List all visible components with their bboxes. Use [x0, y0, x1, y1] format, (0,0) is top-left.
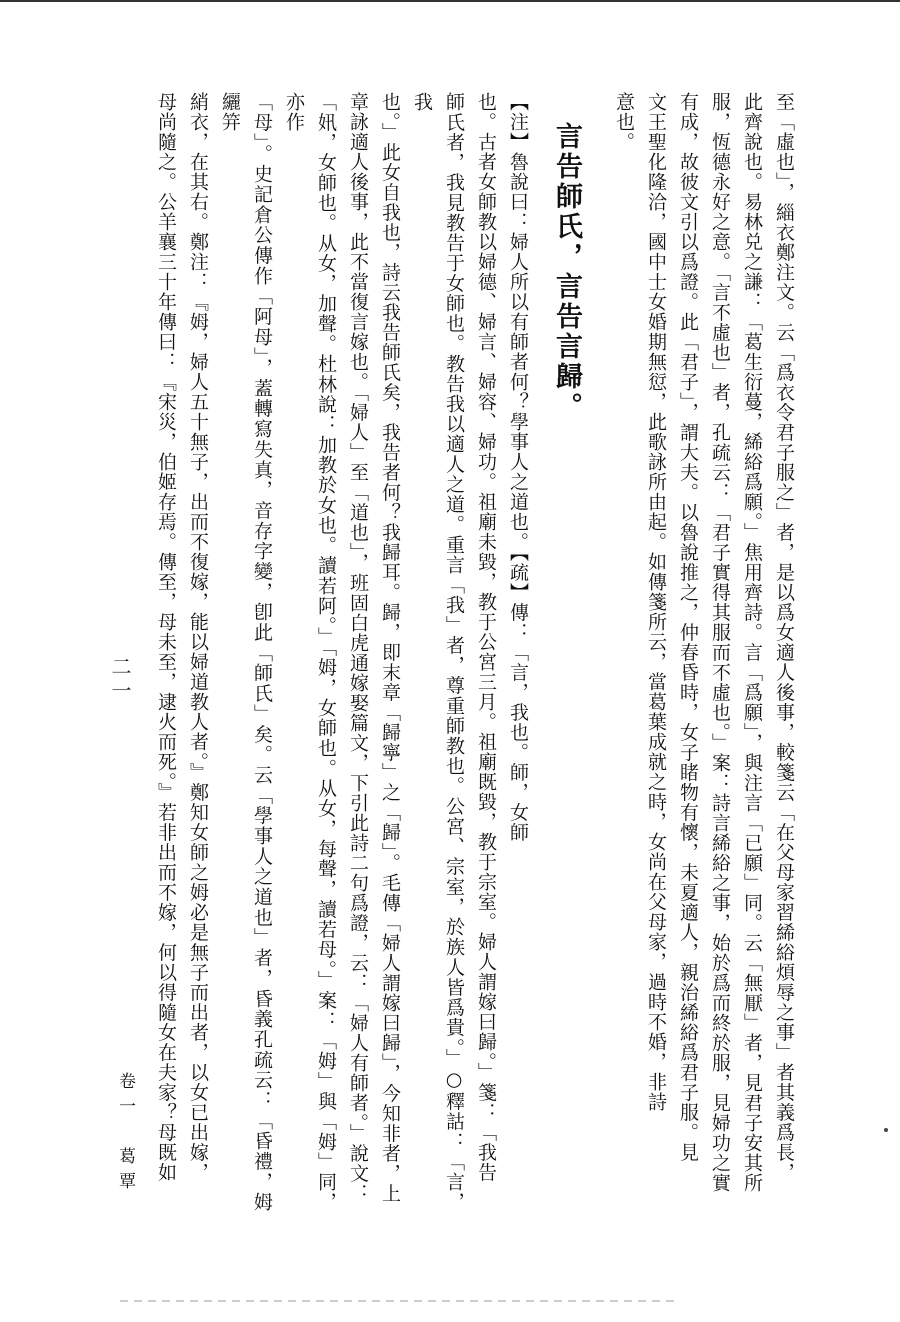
paragraph-line: 文王聖化隆洽，國中士女婚期無愆，此歌詠所由起。如傳箋所云，當葛葉成就之時，女尚在父母家，過時不婚，非詩 [645, 92, 667, 1112]
page-number: 二一 [108, 656, 132, 704]
commentary-line: 「㚨，女師也。从女，加聲。杜林說：加教於女也。讀若阿。」「姆，女師也。从女，每聲，讀若母。」案：「姆」與「姆」同，亦作 [283, 92, 337, 1212]
commentary-line: 也。」此女自我也，詩云我告師氏矣，我告者何？我歸耳。歸，即末章「歸寧」之「歸」。毛傳「婦人謂嫁曰歸」，今知非者，上 [379, 92, 401, 1204]
verse-heading: 言告師氏，言告言歸。 [551, 122, 582, 422]
paragraph-line: 至「虛也」，緇衣鄭注文。云「爲衣令君子服之」者，是以爲女適人後事，較箋云「在父母家習絺綌煩辱之事」者其義爲長， [773, 92, 795, 1183]
commentary-line: 師氏者，我見教告于女師也。教告我以適人之道。重言「我」者，尊重師教也。公宮、宗室，於族人皆爲貴。」○釋詁：「言，我 [411, 92, 465, 1212]
commentary-line: 綃衣，在其右。鄭注：『姆，婦人五十無子，出而不復嫁，能以婦道教人者。』鄭知女師之姆必是無子而出者，以女已出嫁， [187, 92, 209, 1183]
paragraph-line: 此齊說也。易林兑之謙：「葛生衍蔓，絺綌爲願。」焦用齊詩。言「爲願」，與注言「已願」同。云「無厭」者，見君子安其所 [741, 92, 763, 1193]
scan-artifact-line [120, 1300, 680, 1302]
commentary-line: 【注】魯說曰：婦人所以有師者何？學事人之道也。【疏】傳：「言，我也。師，女師 [507, 92, 529, 843]
paragraph-line: 服，恆德永好之意。「言不虛也」者，孔疏云：「君子實得其服而不虛也。」案：詩言絺綌之事，始於爲而終於服，見婦功之實 [709, 92, 731, 1193]
paragraph-line: 有成，故彼文引以爲證。此「君子」，謂大夫。以魯說推之，仲春昏時，女子睹物有懷，未夏適人，親治絺綌爲君子服。見 [677, 92, 699, 1163]
commentary-line: 「母」。史記倉公傳作「阿母」，蓋轉寫失真，音存字變，卽此「師氏」矣。云「學事人之道也」者，昏義孔疏云：「昏禮，姆纚笄 [219, 92, 273, 1212]
commentary-line: 章詠適人後事，此不當復言嫁也。「婦人」至「道也」，班固白虎通嫁娶篇文，下引此詩二句爲證，云：「婦人有師者。」說文： [347, 92, 369, 1204]
running-head: 卷一 葛覃 [115, 1072, 135, 1197]
paragraph-line: 意也。 [613, 92, 635, 152]
commentary-line: 也。古者女師教以婦德、婦言、婦容、婦功。祖廟未毀，教于公宮三月。祖廟既毀，教于宗室。婦人謂嫁曰歸。」箋：「我告 [475, 92, 497, 1183]
scan-speck [884, 1128, 888, 1132]
main-text [150, 92, 800, 1212]
commentary-line: 母尚隨之。公羊襄三十年傳曰：『宋災，伯姬存焉。傳至，母未至，逮火而死。』若非出而不嫁，何以得隨女在夫家？母既如 [155, 92, 177, 1183]
